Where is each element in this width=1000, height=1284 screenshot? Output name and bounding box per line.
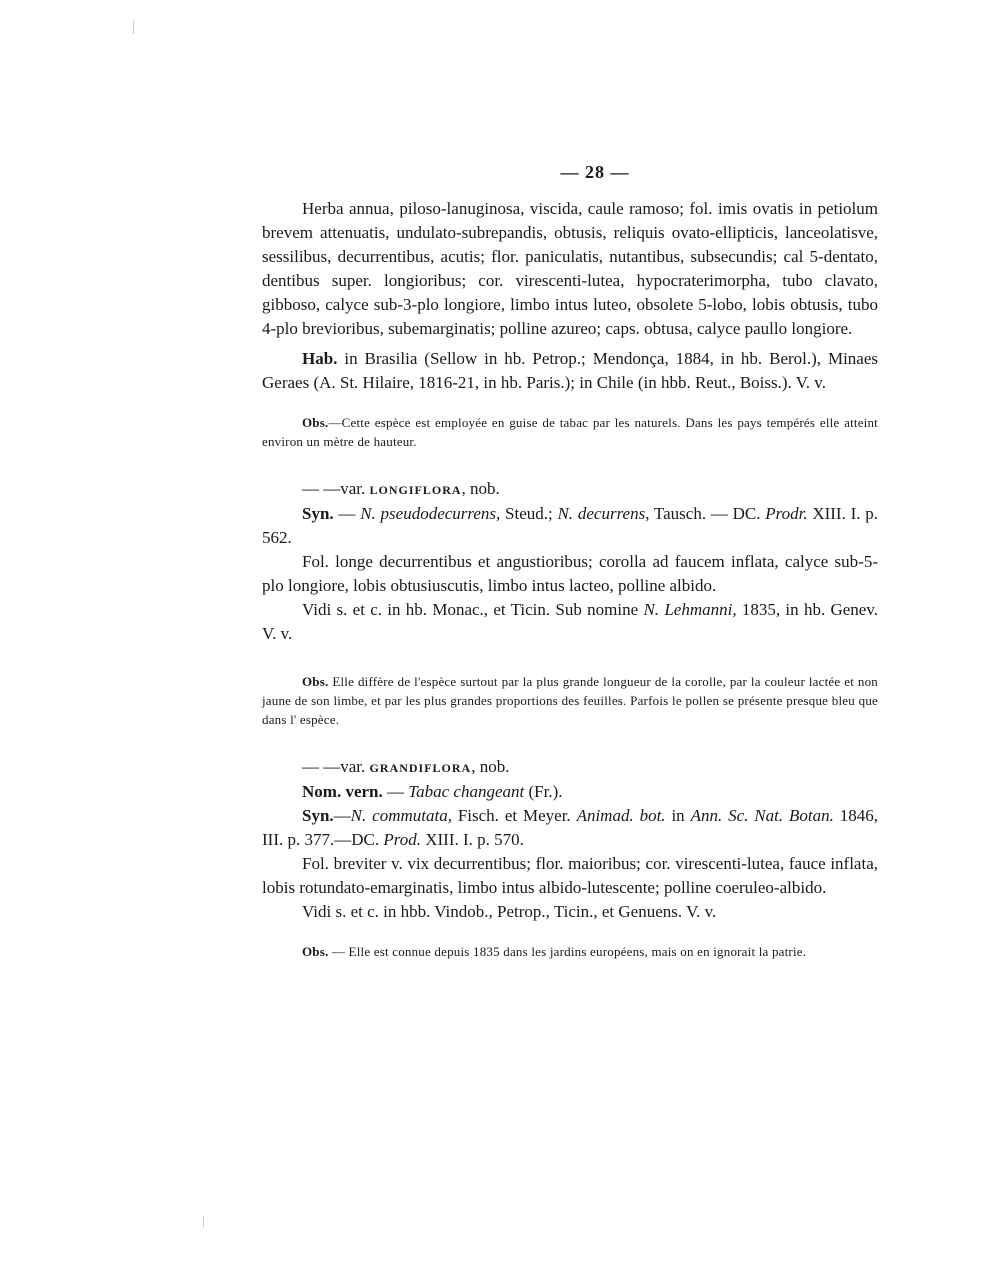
syn-label: Syn.: [302, 504, 334, 523]
obs2-label: Obs.: [302, 674, 329, 689]
vernacular-name: Tabac changeant: [408, 782, 525, 801]
grandiflora-vernacular-name: [262, 780, 878, 804]
obs1-text: —Cette espèce est employée en guise de tabac par les naturels. Dans les pays tempérés elle atteint environ un mètre de hauteur.: [262, 415, 878, 449]
variety-prefix: — —var.: [302, 757, 370, 776]
reference-title: Prod.: [383, 830, 421, 849]
vernacular-lang: (Fr.).: [524, 782, 563, 801]
obs3-text: — Elle est connue depuis 1835 dans les jardins européens, mais on en ignorait la patrie.: [328, 944, 807, 959]
nom-label: Nom. vern.: [302, 782, 383, 801]
syn-dash: —: [333, 806, 351, 825]
syn-dash: —: [333, 504, 361, 523]
observation-note-3: [262, 942, 878, 961]
synonym-name: N. commutata,: [350, 806, 452, 825]
reference-page: XIII. I. p. 570.: [420, 830, 524, 849]
reference-title: Prodr.: [765, 504, 808, 523]
species-description: Herba annua, piloso-lanuginosa, viscida, caule ramoso; fol. imis ovatis in petiolum brevem attenuatis, undulato-subrepandis, obtusis, reliquis ovato-ellipticis, lanceolatisve, sessilibus, decurrentibus, acutis; flor. paniculatis, nutantibus, subsecundis; cal 5-dentato, dentibus super. longioribus; cor. virescenti-lutea, hypocraterimorpha, tubo clavato, gibboso, calyce sub-3-plo longiore, limbo intus luteo, obsolete 5-lobo, lobis obtusis, tubo 4-plo brevioribus, subemarginatis; polline azureo; caps. obtusa, calyce paullo longiore.: [262, 199, 878, 338]
synonym-author: , Tausch. — DC.: [645, 504, 766, 523]
variety-longiflora-heading: [262, 477, 878, 502]
variety-name: GRANDIFLORA: [369, 761, 472, 775]
scan-edge-mark-bottom: [203, 1216, 204, 1228]
synonym-author: , Steud.;: [496, 504, 558, 523]
grandiflora-foliage: Fol. breviter v. vix decurrentibus; flor. maioribus; cor. virescenti-lutea, fauce inflata, lobis rotundato-emarginatis, limbo intus albido-lutescente; polline coeruleo-albido.: [262, 854, 878, 897]
obs3-label: Obs.: [302, 944, 329, 959]
longiflora-specimens: [262, 598, 878, 646]
obs1-label: Obs.: [302, 415, 329, 430]
specimens-text: 1835, in hb. Genev. V. v.: [262, 600, 878, 643]
synonym-author: Fisch. et Meyer.: [451, 806, 577, 825]
observation-note-1: [262, 413, 878, 451]
document-page: [262, 162, 878, 961]
variety-suffix: , nob.: [471, 757, 510, 776]
page-number: — 28 —: [560, 162, 630, 182]
reference-connector: in: [665, 806, 691, 825]
grandiflora-synonyms: [262, 804, 878, 852]
reference-journal: Ann. Sc. Nat. Botan.: [690, 806, 834, 825]
syn-label: Syn.: [302, 806, 334, 825]
reference-title: Animad. bot.: [576, 806, 666, 825]
reference-page: XIII. I. p. 562.: [262, 504, 878, 547]
scan-edge-mark-top: [133, 20, 134, 34]
observation-note-2: [262, 672, 878, 729]
specimens-text: Vidi s. et c. in hb. Monac., et Ticin. Sub nomine: [302, 600, 644, 619]
reference-page: 1846, III. p. 377.—DC.: [262, 806, 878, 849]
longiflora-synonyms: [262, 502, 878, 550]
obs2-text: Elle diffère de l'espèce surtout par la plus grande longueur de la corolle, par la couleur lactée et non jaune de son limbe, et par les plus grandes proportions des feuilles. Parfois le pollen se présente presque bleu que dans l' espèce.: [262, 674, 878, 727]
variety-name: LONGIFLORA: [369, 483, 462, 497]
synonym-name: N. pseudodecurrens: [360, 504, 497, 523]
synonym-name: N. decurrens: [557, 504, 646, 523]
specimen-name: N. Lehmanni,: [643, 600, 737, 619]
longiflora-foliage: Fol. longe decurrentibus et angustioribus; corolla ad faucem inflata, calyce sub-5-plo longiore, lobis obtusiuscutis, limbo intus lacteo, polline albido.: [262, 552, 878, 595]
variety-grandiflora-heading: [262, 755, 878, 780]
hab-label: Hab.: [302, 349, 338, 368]
nom-dash: —: [382, 782, 409, 801]
hab-text: in Brasilia (Sellow in hb. Petrop.; Mendonça, 1884, in hb. Berol.), Minaes Geraes (A. St. Hilaire, 1816-21, in hb. Paris.); in Chile (in hbb. Reut., Boiss.). V. v.: [262, 349, 878, 392]
variety-suffix: , nob.: [461, 479, 500, 498]
habitat-paragraph: [262, 347, 878, 395]
grandiflora-specimens: Vidi s. et c. in hbb. Vindob., Petrop., Ticin., et Genuens. V. v.: [302, 902, 717, 921]
variety-prefix: — —var.: [302, 479, 370, 498]
